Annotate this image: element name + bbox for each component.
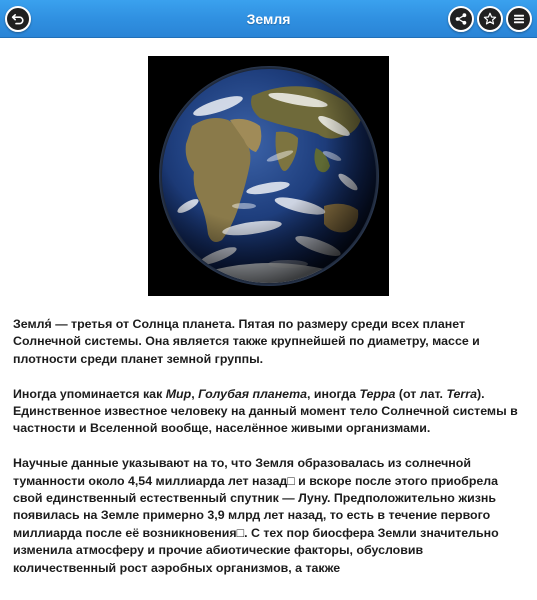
article-term: Земля́	[13, 317, 52, 331]
menu-button[interactable]	[506, 6, 532, 32]
hamburger-menu-icon	[512, 12, 526, 26]
article-body	[13, 316, 525, 594]
share-button[interactable]	[448, 6, 474, 32]
page-title: Земля	[246, 11, 291, 27]
favorite-button[interactable]	[477, 6, 503, 32]
article-text: , иногда	[306, 386, 360, 401]
article-text: ). Единственное известное человеку на данный момент тело Солнечной системы в частности и Вселенной вообще, населённое живыми организмами.	[13, 386, 518, 436]
earth-image	[148, 56, 389, 296]
earth-globe-image	[148, 56, 389, 296]
article-italic-term: Терра	[359, 386, 396, 401]
article-italic-term: Голубая планета	[198, 386, 307, 401]
article-text: — третья от Солнца планета. Пятая по размеру среди всех планет Солнечной системы. Она является также крупнейшей по диаметру, массе и плотности среди планет земной группы.	[13, 317, 480, 366]
article-paragraph-names	[13, 386, 525, 438]
share-icon	[454, 12, 468, 26]
app-bar	[0, 0, 537, 38]
article-italic-term: Terra	[446, 386, 477, 401]
article-italic-term: Мир	[165, 386, 192, 401]
article-text: Иногда упоминается как	[13, 386, 166, 401]
article-paragraph-intro	[13, 316, 525, 368]
star-icon	[483, 12, 497, 26]
article-text: ,	[191, 386, 199, 401]
article-paragraph-origin: Научные данные указывают на то, что Земля образовалась из солнечной туманности около 4,54 миллиарда лет назад□ и вскоре после этого приобрела свой единственный естественный спутник — Луну. Предположительно жизнь появилась на Земле примерно 3,9 млрд лет назад, то есть в течение первого миллиарда после её возникновения□. С тех пор биосфера Земли значительно изменила атмосферу и прочие абиотические факторы, обусловив количественный рост аэробных организмов, а также	[13, 456, 499, 575]
article-text: (от лат.	[395, 386, 447, 401]
